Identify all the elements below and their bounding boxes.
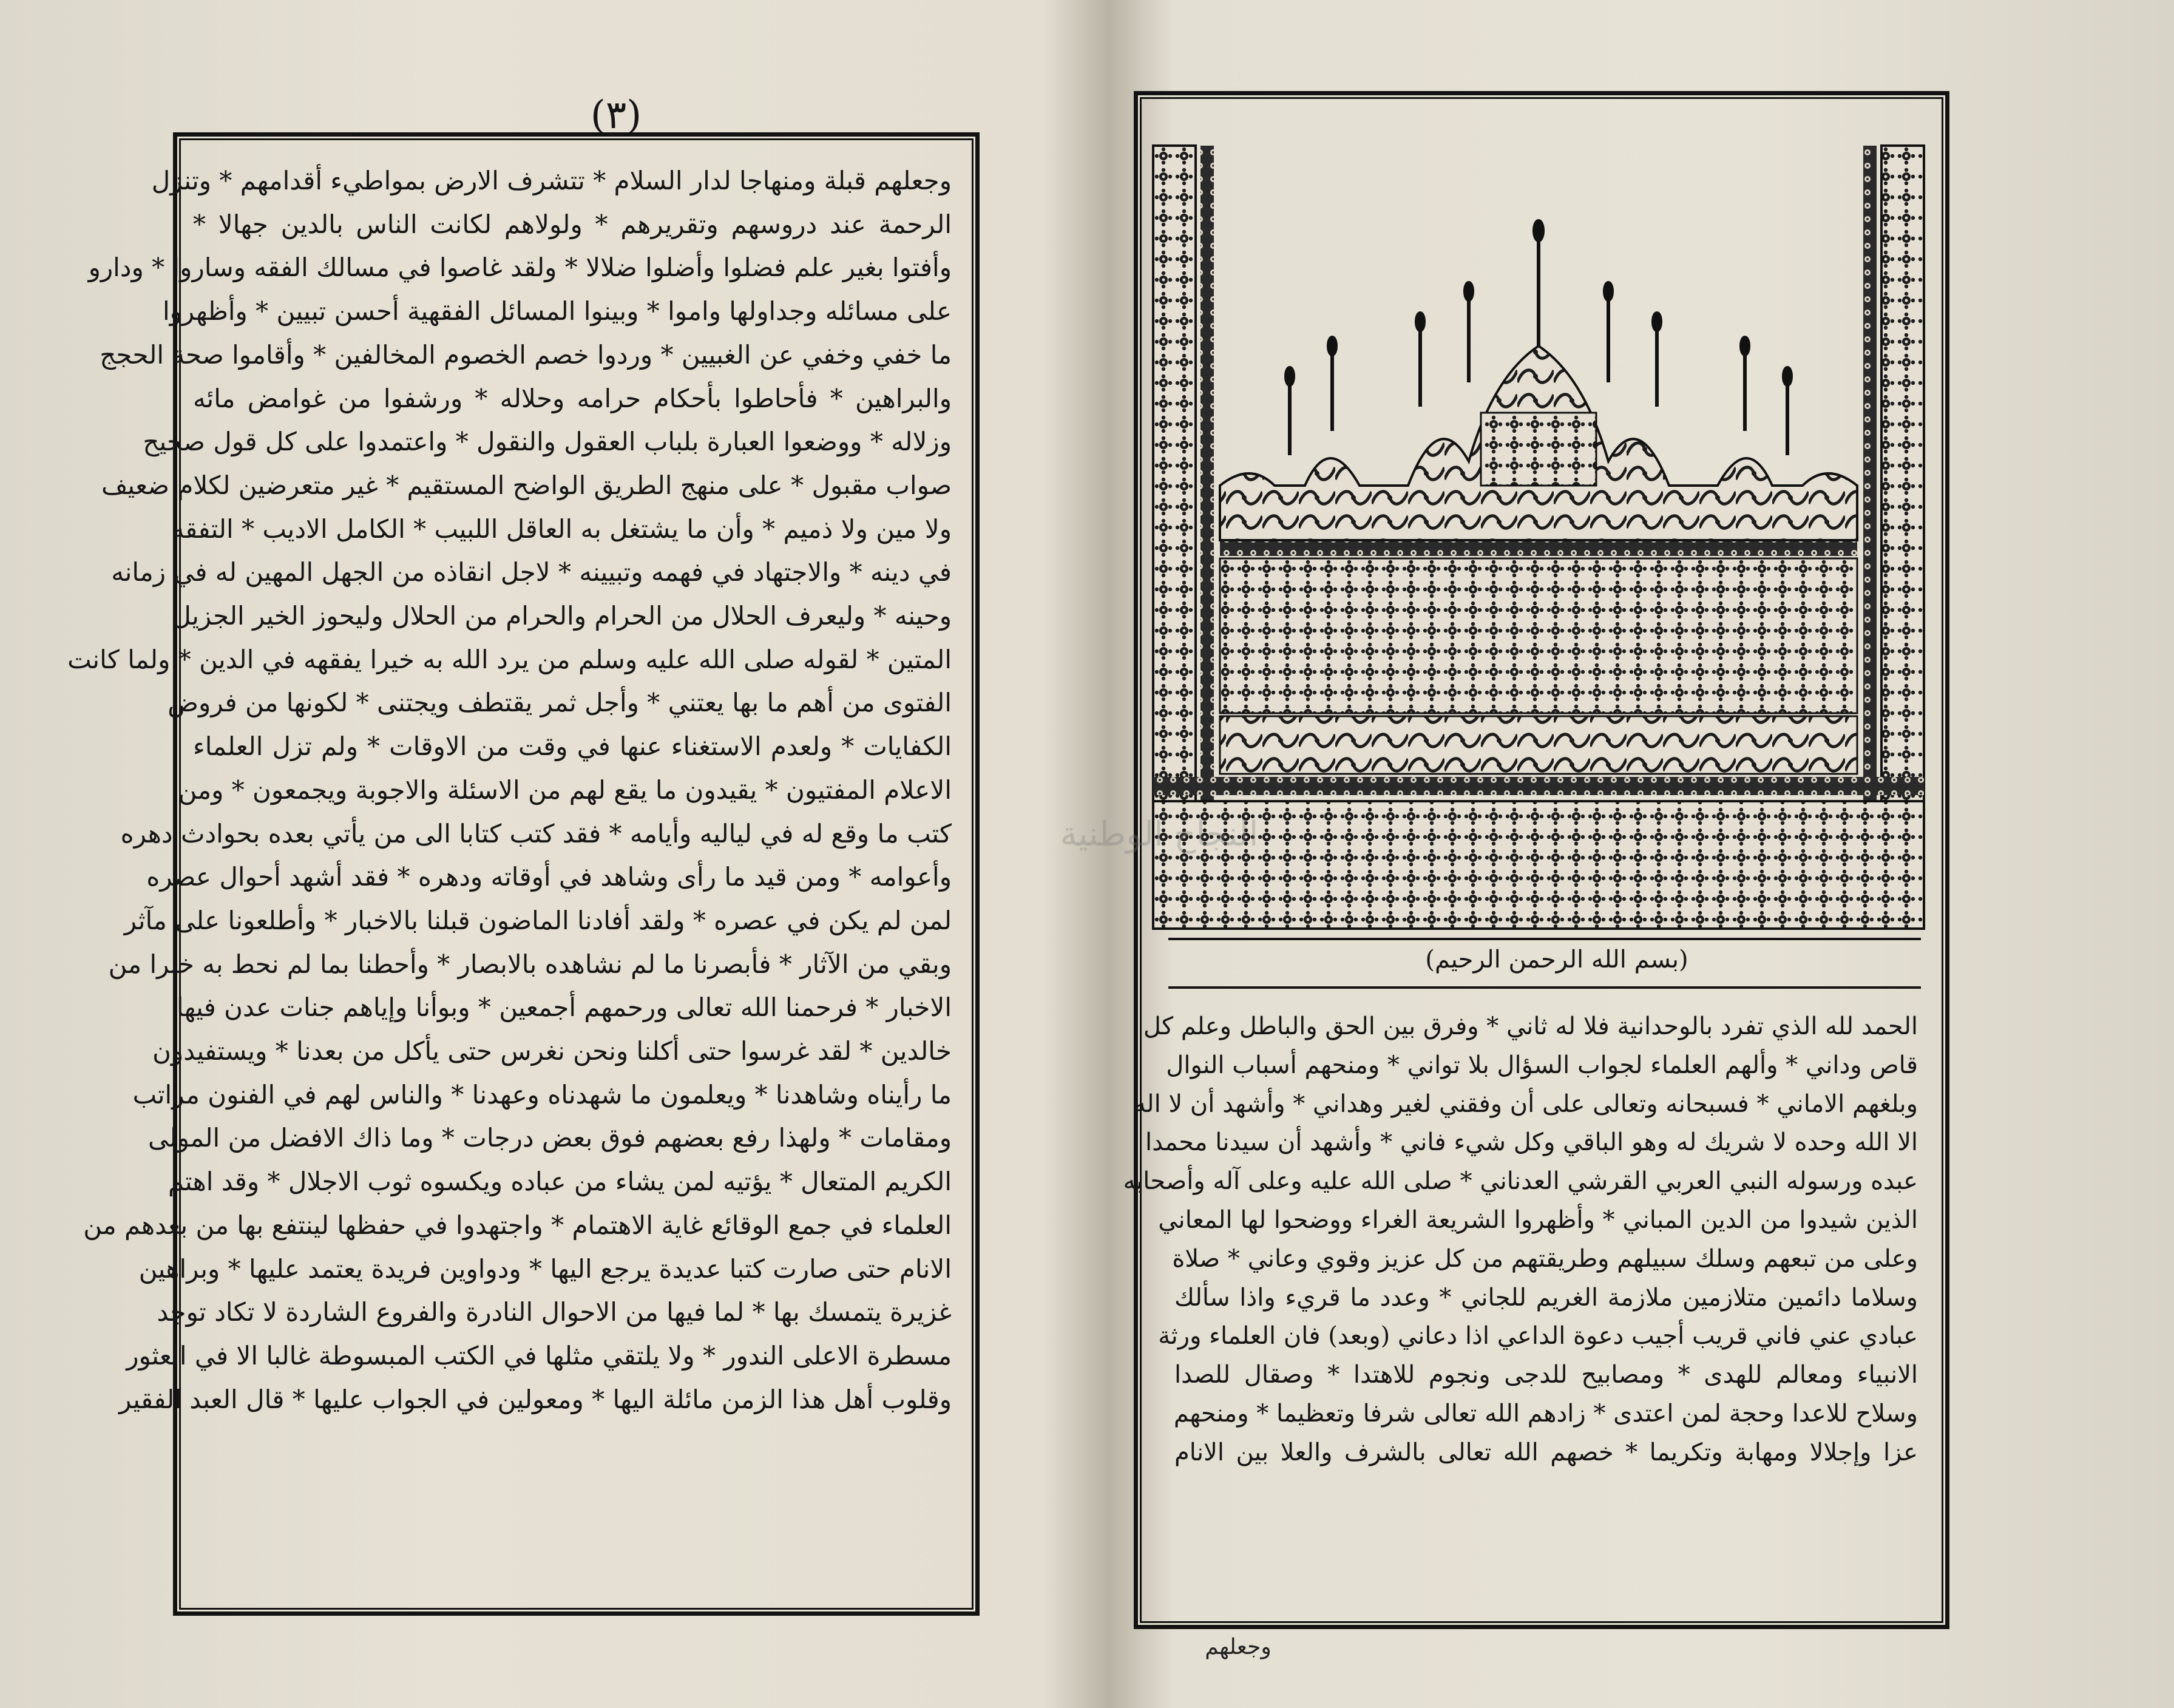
text-line: وحينه * وليعرف الحلال من الحرام والحرام من الحلال وليحوز الخير الجزيل [172,601,952,631]
basmala-heading: (بسم الله الرحمن الرحيم) [1425,946,1688,974]
main-text-left [67,159,952,1421]
text-line: قاص وداني * وألهم العلماء لجواب السؤال بلا تواني * ومنحهم أسباب النوال [1166,1051,1918,1079]
text-line: المتين * لقوله صلى الله عليه وسلم من يرد الله به خيرا يفقهه في الدين * ولما كانت [67,644,952,674]
text-line: مسطرة الاعلى الندور * ولا يلتقي مثلها في الكتب المبسوطة غالبا الا في العثور [126,1340,952,1371]
text-line: الاخبار * فرحمنا الله تعالى ورحمهم أجمعين * وبوأنا وإياهم جنات عدن فيها [176,992,952,1023]
text-line: كتب ما وقع له في لياليه وأيامه * فقد كتب كتابا الى من يأتي بعده بحوادث دهره [120,818,952,849]
text-line: وجعلهم قبلة ومنهاجا لدار السلام * تتشرف الارض بمواطيء أقدامهم * وتنزل [151,166,952,195]
text-line: عزا وإجلالا ومهابة وتكريما * خصهم الله تعالى بالشرف والعلا بين الانام [1174,1438,1918,1466]
text-line: على مسائله وجداولها واموا * وبينوا المسائل الفقهية أحسن تبيين * وأظهروا [162,296,952,327]
text-line: الرحمة عند دروسهم وتقريرهم * ولولاهم لكانت الناس بالدين جهالا * [193,209,952,239]
text-line: ما رأيناه وشاهدنا * ويعلمون ما شهدناه وعهدنا * والناس لهم في الفنون مراتب [132,1079,952,1110]
text-line: وسلاح للاعدا وحجة لمن اعتدى * زادهم الله تعالى شرفا وتعظيما * ومنحهم [1173,1399,1918,1428]
text-line: الكريم المتعال * يؤتيه لمن يشاء من عباده ويكسوه ثوب الاجلال * وقد اهتم [168,1167,952,1197]
text-line: الانبياء ومعالم للهدى * ومصابيح للدجى ونجوم للاهتدا * وصقال للصدا [1174,1361,1918,1389]
text-line: وسلاما دائمين متلازمين ملازمة الغريم للجاني * وعدد ما قريء واذا سألك [1174,1283,1918,1312]
text-line: الفتوى من أهم ما بها يعتني * وأجل ثمر يقتطف ويجتنى * لكونها من فروض [168,688,952,718]
watermark-text: النجاح الوطنية [1060,815,1259,854]
text-line: الا الله وحده لا شريك له وهو الباقي وكل شيء فاني * وأشهد أن سيدنا محمدا [1145,1128,1918,1157]
text-line: ما خفي وخفي عن الغبيين * وردوا خصم الخصوم المخالفين * وأقاموا صحة الحجج [100,339,952,370]
text-line: عبادي عني فاني قريب أجيب دعوة الداعي اذا دعاني (وبعد) فان العلماء ورثة [1158,1322,1918,1350]
text-line: في دينه * والاجتهاد في فهمه وتبيينه * لاجل انقاذه من الجهل المهين له في زمانه [111,557,952,588]
text-line: عبده ورسوله النبي العربي القرشي العدناني * صلى الله عليه وعلى آله وأصحابه [1123,1167,1918,1196]
text-line: ولا مين ولا ذميم * وأن ما يشتغل به العاقل اللبيب * الكامل الاديب * التفقه [171,513,952,544]
text-line: الانام حتى صارت كتبا عديدة يرجع اليها * ودواوين فريدة يعتمد عليها * وبراهين [138,1253,952,1284]
text-line: صواب مقبول * على منهج الطريق الواضح المستقيم * غير متعرضين لكلام ضعيف [101,470,952,500]
text-line: خالدين * لقد غرسوا حتى أكلنا ونحن نغرس حتى يأكل من بعدنا * ويستفيدون [152,1036,952,1066]
text-line: غزيرة يتمسك بها * لما فيها من الاحوال النادرة والفروع الشاردة لا تكاد توجد [157,1297,952,1327]
text-line: وزلاله * ووضعوا العبارة بلباب العقول والنقول * واعتمدوا على كل قول صحيح [143,427,952,457]
page-number: (٣) [590,93,642,138]
text-line: الكفايات * ولعدم الاستغناء عنها في وقت من الاوقات * ولم تزل العلماء [193,731,952,762]
ornamental-headpiece [1153,146,1924,935]
divider-bottom [1168,986,1921,989]
text-line: العلماء في جمع الوقائع غاية الاهتمام * واجتهدوا في حفظها لينتفع بها من بعدهم من [83,1210,952,1240]
main-text-right [1123,1008,1918,1472]
text-line: وأعوامه * ومن قيد ما رأى وشاهد في أوقاته ودهره * فقد أشهد أحوال عصره [146,862,952,892]
text-line: الذين شيدوا من الدين المباني * وأظهروا الشريعة الغراء ووضحوا لها المعاني [1158,1205,1918,1234]
text-line: وقلوب أهل هذا الزمن مائلة اليها * ومعولين في الجواب عليها * قال العبد الفقير [119,1384,952,1414]
text-line: وأفتوا بغير علم فضلوا وأضلوا ضلالا * ولقد غاصوا في مسالك الفقه وساروا * ودارو [88,252,952,283]
text-line: وبقي من الآثار * فأبصرنا ما لم نشاهده بالابصار * وأحطنا بما لم نحط به خبرا من [108,949,952,979]
catchword: وجعلهم [1205,1635,1272,1659]
text-line: وعلى من تبعهم وسلك سبيلهم وطريقتهم من كل عزيز وقوي وعاني * صلاة [1172,1244,1918,1273]
text-line: والبراهين * فأحاطوا بأحكام حرامه وحلاله * ورشفوا من غوامض مائه [193,383,952,413]
text-line: وبلغهم الاماني * فسبحانه وتعالى على أن وفقني لغير وهداني * وأشهد أن لا اله [1133,1090,1918,1118]
text-line: ومقامات * ولهذا رفع بعضهم فوق بعض درجات * وما ذاك الافضل من المولى [147,1123,952,1153]
text-line: الحمد لله الذي تفرد بالوحدانية فلا له ثاني * وفرق بين الحق والباطل وعلم كل [1143,1012,1918,1040]
text-line: الاعلام المفتيون * يقيدون ما يقع لهم من الاسئلة والاجوبة ويجمعون * ومن [178,774,952,805]
text-line: لمن لم يكن في عصره * ولقد أفادنا الماضون قبلنا بالاخبار * وأطلعونا على مآثر [124,905,952,935]
